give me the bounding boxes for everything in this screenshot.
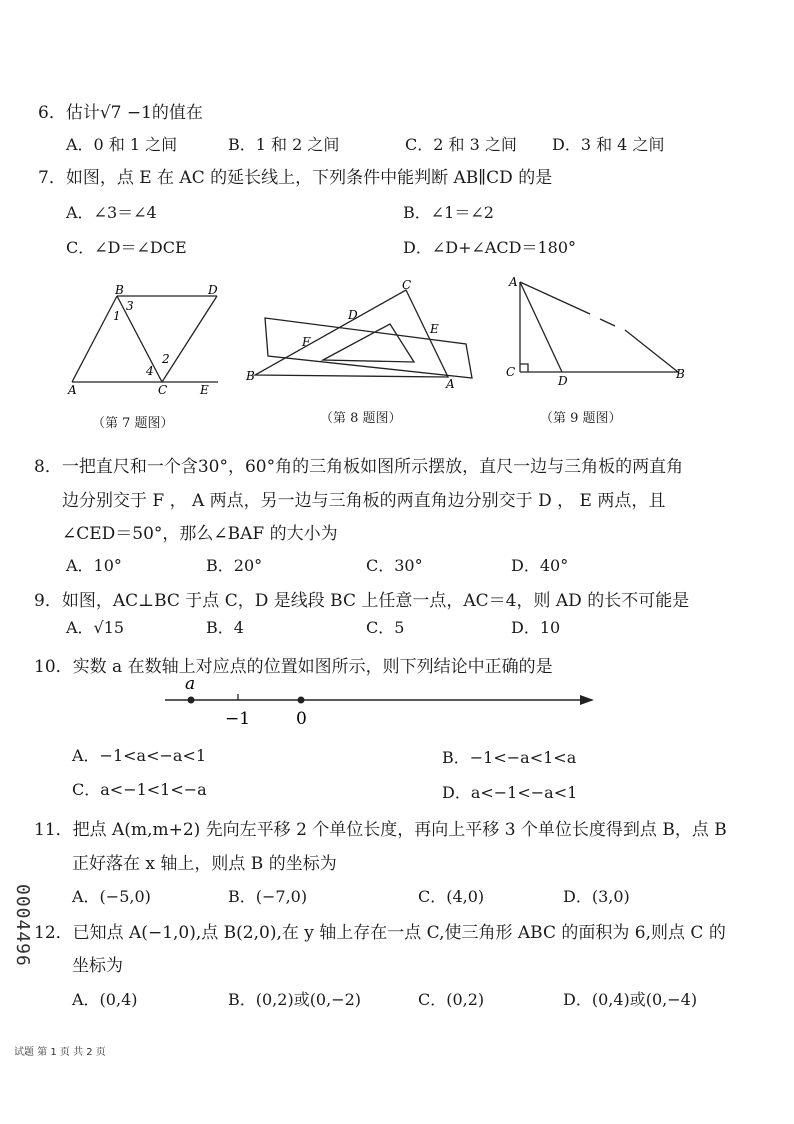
fig8-caption: （第 8 题图） bbox=[320, 411, 402, 426]
fig7-label-d: D bbox=[208, 283, 218, 297]
q7-option-d: D．∠D+∠ACD＝180° bbox=[403, 238, 577, 257]
figure-7 bbox=[60, 280, 230, 400]
fig8-label-e: E bbox=[430, 322, 439, 336]
fig7-label-b: B bbox=[115, 283, 124, 297]
q12-option-d: D．(0,4)或(0,−4) bbox=[563, 990, 698, 1009]
q10-stem: 10．实数 a 在数轴上对应点的位置如图所示，则下列结论中正确的是 bbox=[34, 657, 553, 677]
fig7-label-c: C bbox=[158, 383, 168, 397]
fig9-label-b: B bbox=[676, 367, 685, 381]
point-a-marker bbox=[188, 697, 195, 704]
side-serial-number: 0004496 bbox=[12, 884, 33, 967]
fig7-label-4: 4 bbox=[146, 364, 154, 378]
axis-label-a: a bbox=[185, 674, 196, 694]
figure-8 bbox=[240, 276, 480, 396]
q8-option-d: D．40° bbox=[511, 556, 569, 575]
fig9-label-c: C bbox=[506, 365, 516, 379]
q6-stem: 6．估计√7 −1的值在 bbox=[38, 103, 203, 123]
q11-option-d: D．(3,0) bbox=[563, 887, 630, 906]
fig7-label-e: E bbox=[200, 383, 209, 397]
q7-option-a: A．∠3＝∠4 bbox=[66, 203, 157, 222]
q11-line-2: 正好落在 x 轴上，则点 B 的坐标为 bbox=[72, 854, 337, 874]
fig7-caption: （第 7 题图） bbox=[92, 416, 174, 431]
q7-option-c: C．∠D＝∠DCE bbox=[66, 238, 187, 257]
q12-option-b: B．(0,2)或(0,−2) bbox=[228, 990, 362, 1009]
fig7-label-1: 1 bbox=[113, 309, 121, 323]
q11-line-1: 11．把点 A(m,m+2) 先向左平移 2 个单位长度，再向上平移 3 个单位长度得到点 B，点 B bbox=[34, 820, 727, 840]
q8-option-c: C．30° bbox=[366, 556, 423, 575]
q8-line-1: 8．一把直尺和一个含30°，60°角的三角板如图所示摆放，直尺一边与三角板的两直角 bbox=[34, 457, 684, 477]
axis-label-zero: 0 bbox=[296, 709, 307, 729]
q12-option-c: C．(0,2) bbox=[418, 990, 485, 1009]
q8-line-2: 边分别交于 F ， A 两点，另一边与三角板的两直角边分别交于 D ， E 两点，且 bbox=[62, 491, 666, 511]
axis-label-minus-one: −1 bbox=[225, 709, 251, 729]
q8-line-3: ∠CED＝50°，那么∠BAF 的大小为 bbox=[62, 524, 338, 544]
q7-stem: 7．如图，点 E 在 AC 的延长线上，下列条件中能判断 AB∥CD 的是 bbox=[38, 168, 553, 188]
fig7-label-3: 3 bbox=[126, 299, 134, 313]
q11-option-a: A．(−5,0) bbox=[72, 887, 151, 906]
q10-option-c: C．a<−1<1<−a bbox=[72, 780, 207, 799]
fig8-label-c: C bbox=[402, 278, 412, 292]
q10-option-a: A．−1<a<−a<1 bbox=[72, 746, 207, 765]
q8-option-b: B．20° bbox=[206, 556, 263, 575]
q9-option-c: C．5 bbox=[366, 618, 405, 637]
q9-stem: 9．如图，AC⊥BC 于点 C，D 是线段 BC 上任意一点，AC＝4，则 AD 的长不可能是 bbox=[34, 591, 690, 611]
q9-option-d: D．10 bbox=[511, 618, 561, 637]
fig8-label-a: A bbox=[446, 377, 455, 391]
q11-option-b: B．(−7,0) bbox=[228, 887, 308, 906]
q12-line-1: 12．已知点 A(−1,0),点 B(2,0),在 y 轴上存在一点 C,使三角形 ABC 的面积为 6,则点 C 的 bbox=[34, 923, 726, 943]
number-line bbox=[160, 672, 600, 732]
q9-option-b: B．4 bbox=[206, 618, 244, 637]
fig9-label-a: A bbox=[509, 275, 518, 289]
q6-option-a: A．0 和 1 之间 bbox=[66, 135, 178, 154]
q9-option-a: A．√15 bbox=[66, 618, 125, 637]
fig9-caption: （第 9 题图） bbox=[540, 411, 622, 426]
zero-marker bbox=[298, 697, 305, 704]
fig7-label-2: 2 bbox=[162, 352, 170, 366]
q12-option-a: A．(0,4) bbox=[72, 990, 138, 1009]
page-footer: 试题 第 1 页 共 2 页 bbox=[14, 1047, 106, 1058]
figure-9 bbox=[500, 272, 700, 392]
q10-option-b: B．−1<−a<1<a bbox=[442, 748, 577, 767]
fig8-label-b: B bbox=[246, 369, 255, 383]
fig9-label-d: D bbox=[558, 374, 568, 388]
q7-option-b: B．∠1＝∠2 bbox=[403, 203, 494, 222]
q6-option-b: B．1 和 2 之间 bbox=[228, 135, 340, 154]
q8-option-a: A．10° bbox=[66, 556, 122, 575]
q11-option-c: C．(4,0) bbox=[418, 887, 485, 906]
q10-option-d: D．a<−1<−a<1 bbox=[442, 783, 578, 802]
fig7-label-a: A bbox=[68, 383, 77, 397]
q6-option-c: C．2 和 3 之间 bbox=[405, 135, 517, 154]
fig8-label-d: D bbox=[348, 308, 358, 322]
fig8-label-f: F bbox=[302, 335, 311, 349]
q12-line-2: 坐标为 bbox=[72, 956, 123, 976]
q6-option-d: D．3 和 4 之间 bbox=[552, 135, 665, 154]
